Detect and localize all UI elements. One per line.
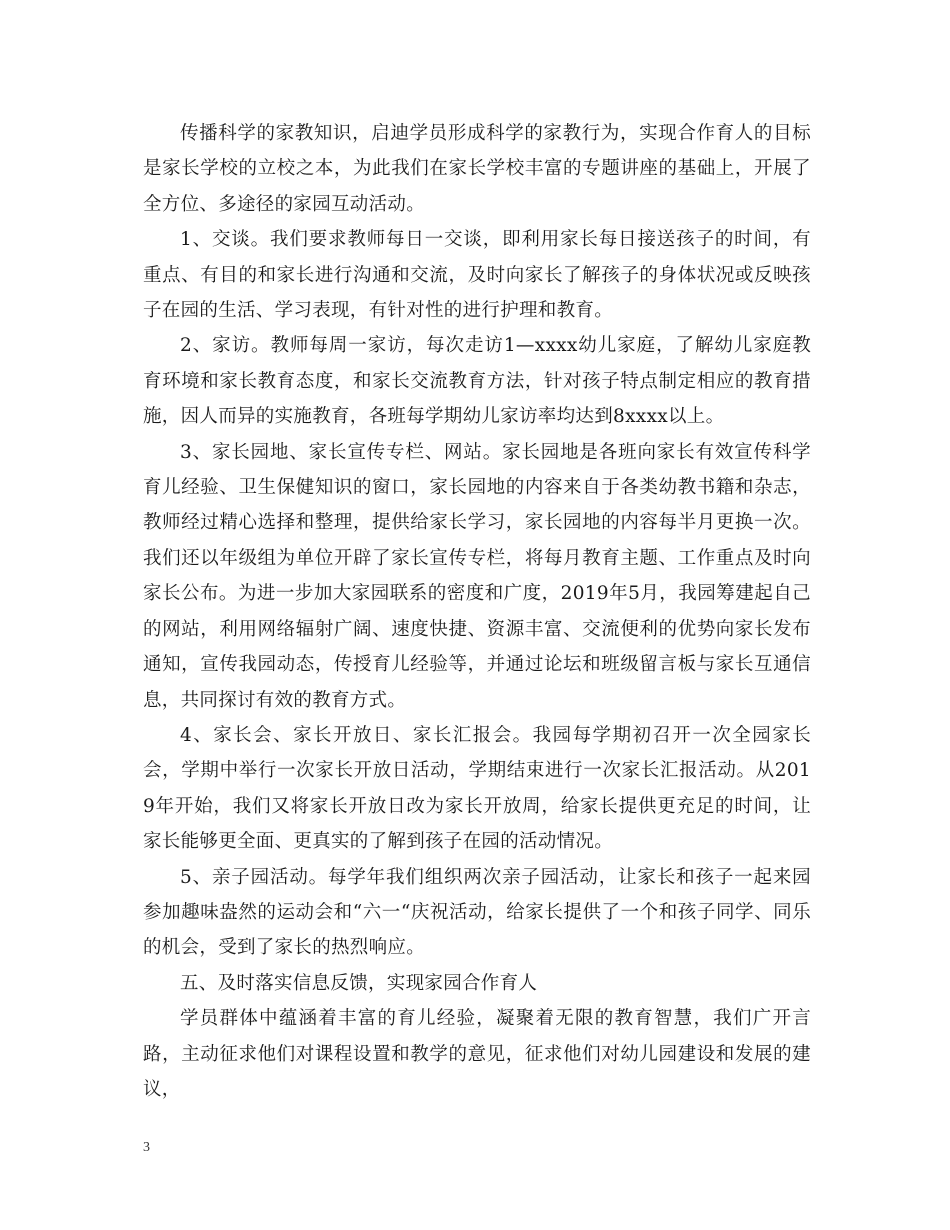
page-number: 3 [143,1140,150,1155]
paragraph-item-3-parent-corner: 3、家长园地、家长宣传专栏、网站。家长园地是各班向家长有效宣传科学育儿经验、卫生保健知识的窗口，家长园地的内容来自于各类幼教书籍和杂志，教师经过精心选择和整理，提供给家长学习，家长园地的内容每半月更换一次。我们还以年级组为单位开辟了家长宣传专栏，将每月教育主题、工作重点及时向家长公布。为进一步加大家园联系的密度和广度，2019年5月，我园筹建起自己的网站，利用网络辐射广阔、速度快捷、资源丰富、交流便利的优势向家长发布通知，宣传我园动态，传授育儿经验等，并通过论坛和班级留言板与家长互通信息，共同探讨有效的教育方式。 [143,441,811,711]
paragraph-item-2-home-visit: 2、家访。教师每周一家访，每次走访1—xxxx幼儿家庭，了解幼儿家庭教育环境和家长教育态度，和家长交流教育方法，针对孩子特点制定相应的教育措施，因人而异的实施教育，各班每学期幼儿家访率均达到8xxxx以上。 [143,335,811,428]
paragraph-item-5-parent-child: 5、亲子园活动。每学年我们组织两次亲子园活动，让家长和孩子一起来园参加趣味盎然的运动会和“六一“庆祝活动，给家长提供了一个和孩子同学、同乐的机会，受到了家长的热烈响应。 [143,866,811,959]
paragraph-intro: 传播科学的家教知识，启迪学员形成科学的家教行为，实现合作育人的目标是家长学校的立校之本，为此我们在家长学校丰富的专题讲座的基础上，开展了全方位、多途径的家园互动活动。 [143,123,811,215]
paragraph-item-4-parent-meeting: 4、家长会、家长开放日、家长汇报会。我园每学期初召开一次全园家长会，学期中举行一次家长开放日活动，学期结束进行一次家长汇报活动。从2019年开始，我们又将家长开放日改为家长开放周，给家长提供更充足的时间，让家长能够更全面、更真实的了解到孩子在园的活动情况。 [143,724,811,853]
paragraph-feedback: 学员群体中蕴涵着丰富的育儿经验，凝聚着无限的教育智慧，我们广开言路，主动征求他们对课程设置和教学的意见，征求他们对幼儿园建设和发展的建议， [143,1008,811,1100]
paragraph-item-1-talk: 1、交谈。我们要求教师每日一交谈，即利用家长每日接送孩子的时间，有重点、有目的和家长进行沟通和交流，及时向家长了解孩子的身体状况或反映孩子在园的生活、学习表现，有针对性的进行护理和教育。 [143,229,811,322]
section-heading-five: 五、及时落实信息反馈，实现家园合作育人 [180,972,538,994]
document-body [143,116,811,1107]
